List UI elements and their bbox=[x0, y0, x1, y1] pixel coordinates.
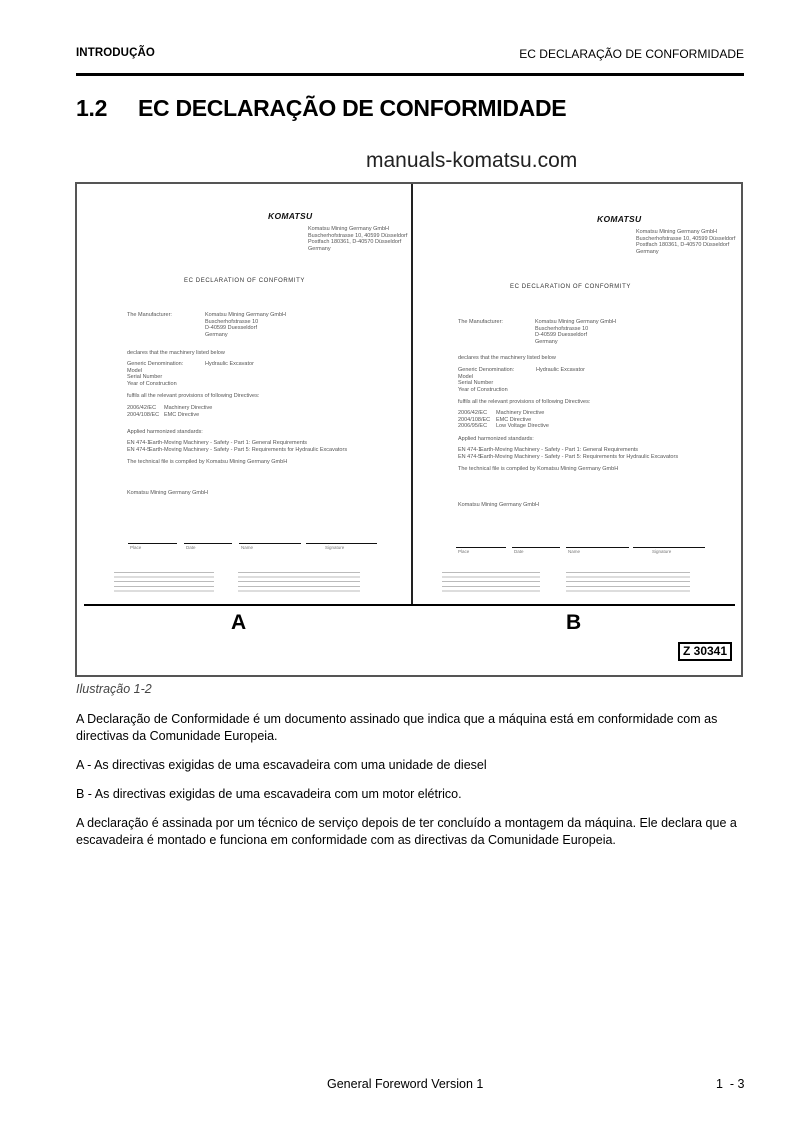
directives-list: 2006/42/EC Machinery Directive 2004/108/EC EMC Directive 2006/95/EC Low Voltage Directive bbox=[458, 410, 549, 430]
running-header-section: INTRODUÇÃO bbox=[76, 47, 155, 59]
header-rule bbox=[76, 73, 744, 76]
declares-text: declares that the machinery listed below bbox=[127, 350, 225, 356]
figure-label-a: A bbox=[231, 611, 247, 634]
signature-line bbox=[184, 543, 232, 544]
komatsu-logo: KOMATSU bbox=[597, 214, 642, 224]
paragraph-signing: A declaração é assinada por um técnico de serviço depois de ter concluído a montagem da máquina. Ele declara que a escavadeira é montado e funciona em conformidade com as directivas da Comunidade Europeia. bbox=[76, 816, 737, 847]
paragraph-intro: A Declaração de Conformidade é um documento assinado que indica que a máquina está em conformidade com as directivas da Comunidade Europeia. bbox=[76, 712, 718, 743]
watermark: manuals-komatsu.com bbox=[366, 149, 578, 172]
manufacturer-label: The Manufacturer: bbox=[458, 319, 503, 325]
manufacturer-label: The Manufacturer: bbox=[127, 312, 172, 318]
manufacturer-block: Komatsu Mining Germany GmbH Buscherhofstrasse 10 D-40599 Duesseldorf Germany bbox=[535, 319, 616, 345]
company-address: Komatsu Mining Germany GmbH Buscherhofstrasse 10, 40599 Düsseldorf Postfach 180361, D-40570 Düsseldorf Germany bbox=[308, 226, 408, 252]
standards-list: EN 474-1Earth-Moving Machinery - Safety - Part 1: General Requirements EN 474-5Earth-Moving Machinery - Safety - Part 5: Requirements for Hydraulic Excavators bbox=[458, 447, 679, 460]
signature-line bbox=[566, 547, 629, 548]
technical-file-text: The technical file is compiled by Komatsu Mining Germany GmbH bbox=[458, 466, 619, 472]
paragraph-b: B - As directivas exigidas de uma escavadeira com um motor elétrico. bbox=[76, 787, 462, 801]
signature-line bbox=[128, 543, 177, 544]
fulfils-text: fulfils all the relevant provisions of following Directives: bbox=[458, 399, 591, 405]
page-title bbox=[76, 95, 566, 122]
standards-label: Applied harmonized standards: bbox=[458, 436, 534, 442]
section-title: EC DECLARAÇÃO DE CONFORMIDADE bbox=[138, 95, 567, 121]
company-address: Komatsu Mining Germany GmbH Buscherhofstrasse 10, 40599 Düsseldorf Postfach 180361, D-40570 Düsseldorf Germany bbox=[636, 229, 736, 255]
machine-fields: Generic Denomination: Hydraulic Excavator Model Serial Number Year of Construction bbox=[127, 361, 254, 387]
standards-list: EN 474-1Earth-Moving Machinery - Safety - Part 1: General Requirements EN 474-5Earth-Moving Machinery - Safety - Part 5: Requirements for Hydraulic Excavators bbox=[127, 440, 348, 453]
document-heading: EC DECLARATION OF CONFORMITY bbox=[184, 278, 306, 284]
signature-line bbox=[306, 543, 377, 544]
directives-list: 2006/42/EC Machinery Directive 2004/108/EC EMC Directive bbox=[127, 405, 213, 418]
declares-text: declares that the machinery listed below bbox=[458, 355, 556, 361]
figure-baseline bbox=[84, 604, 735, 606]
page-number: 1 - 3 bbox=[716, 1077, 745, 1091]
footer-fineprint bbox=[114, 571, 214, 593]
manufacturer-block: Komatsu Mining Germany GmbH Buscherhofstrasse 10 D-40599 Duesseldorf Germany bbox=[205, 312, 286, 338]
section-number: 1.2 bbox=[76, 95, 108, 121]
fulfils-text: fulfils all the relevant provisions of following Directives: bbox=[127, 393, 260, 399]
signatory: Komatsu Mining Germany GmbH bbox=[458, 502, 539, 508]
signature-line bbox=[239, 543, 301, 544]
footer-fineprint bbox=[566, 571, 690, 593]
footer-fineprint bbox=[442, 571, 540, 593]
signature-line bbox=[512, 547, 560, 548]
paragraph-a: A - As directivas exigidas de uma escavadeira com uma unidade de diesel bbox=[76, 758, 487, 772]
running-header-chapter: EC DECLARAÇÃO DE CONFORMIDADE bbox=[519, 47, 744, 61]
signature-line bbox=[456, 547, 506, 548]
figure-id-box: Z 30341 bbox=[678, 642, 732, 661]
machine-fields: Generic Denomination: Hydraulic Excavator Model Serial Number Year of Construction bbox=[458, 367, 585, 393]
signatory: Komatsu Mining Germany GmbH bbox=[127, 490, 208, 496]
komatsu-logo: KOMATSU bbox=[268, 211, 313, 221]
figure-divider bbox=[411, 184, 413, 605]
footer-document-name: General Foreword Version 1 bbox=[327, 1077, 484, 1091]
technical-file-text: The technical file is compiled by Komatsu Mining Germany GmbH bbox=[127, 459, 288, 465]
signature-line bbox=[633, 547, 705, 548]
figure-label-b: B bbox=[566, 611, 582, 634]
figure-caption: Ilustração 1-2 bbox=[76, 682, 152, 696]
standards-label: Applied harmonized standards: bbox=[127, 429, 203, 435]
document-heading: EC DECLARATION OF CONFORMITY bbox=[510, 284, 632, 290]
footer-fineprint bbox=[238, 571, 360, 593]
